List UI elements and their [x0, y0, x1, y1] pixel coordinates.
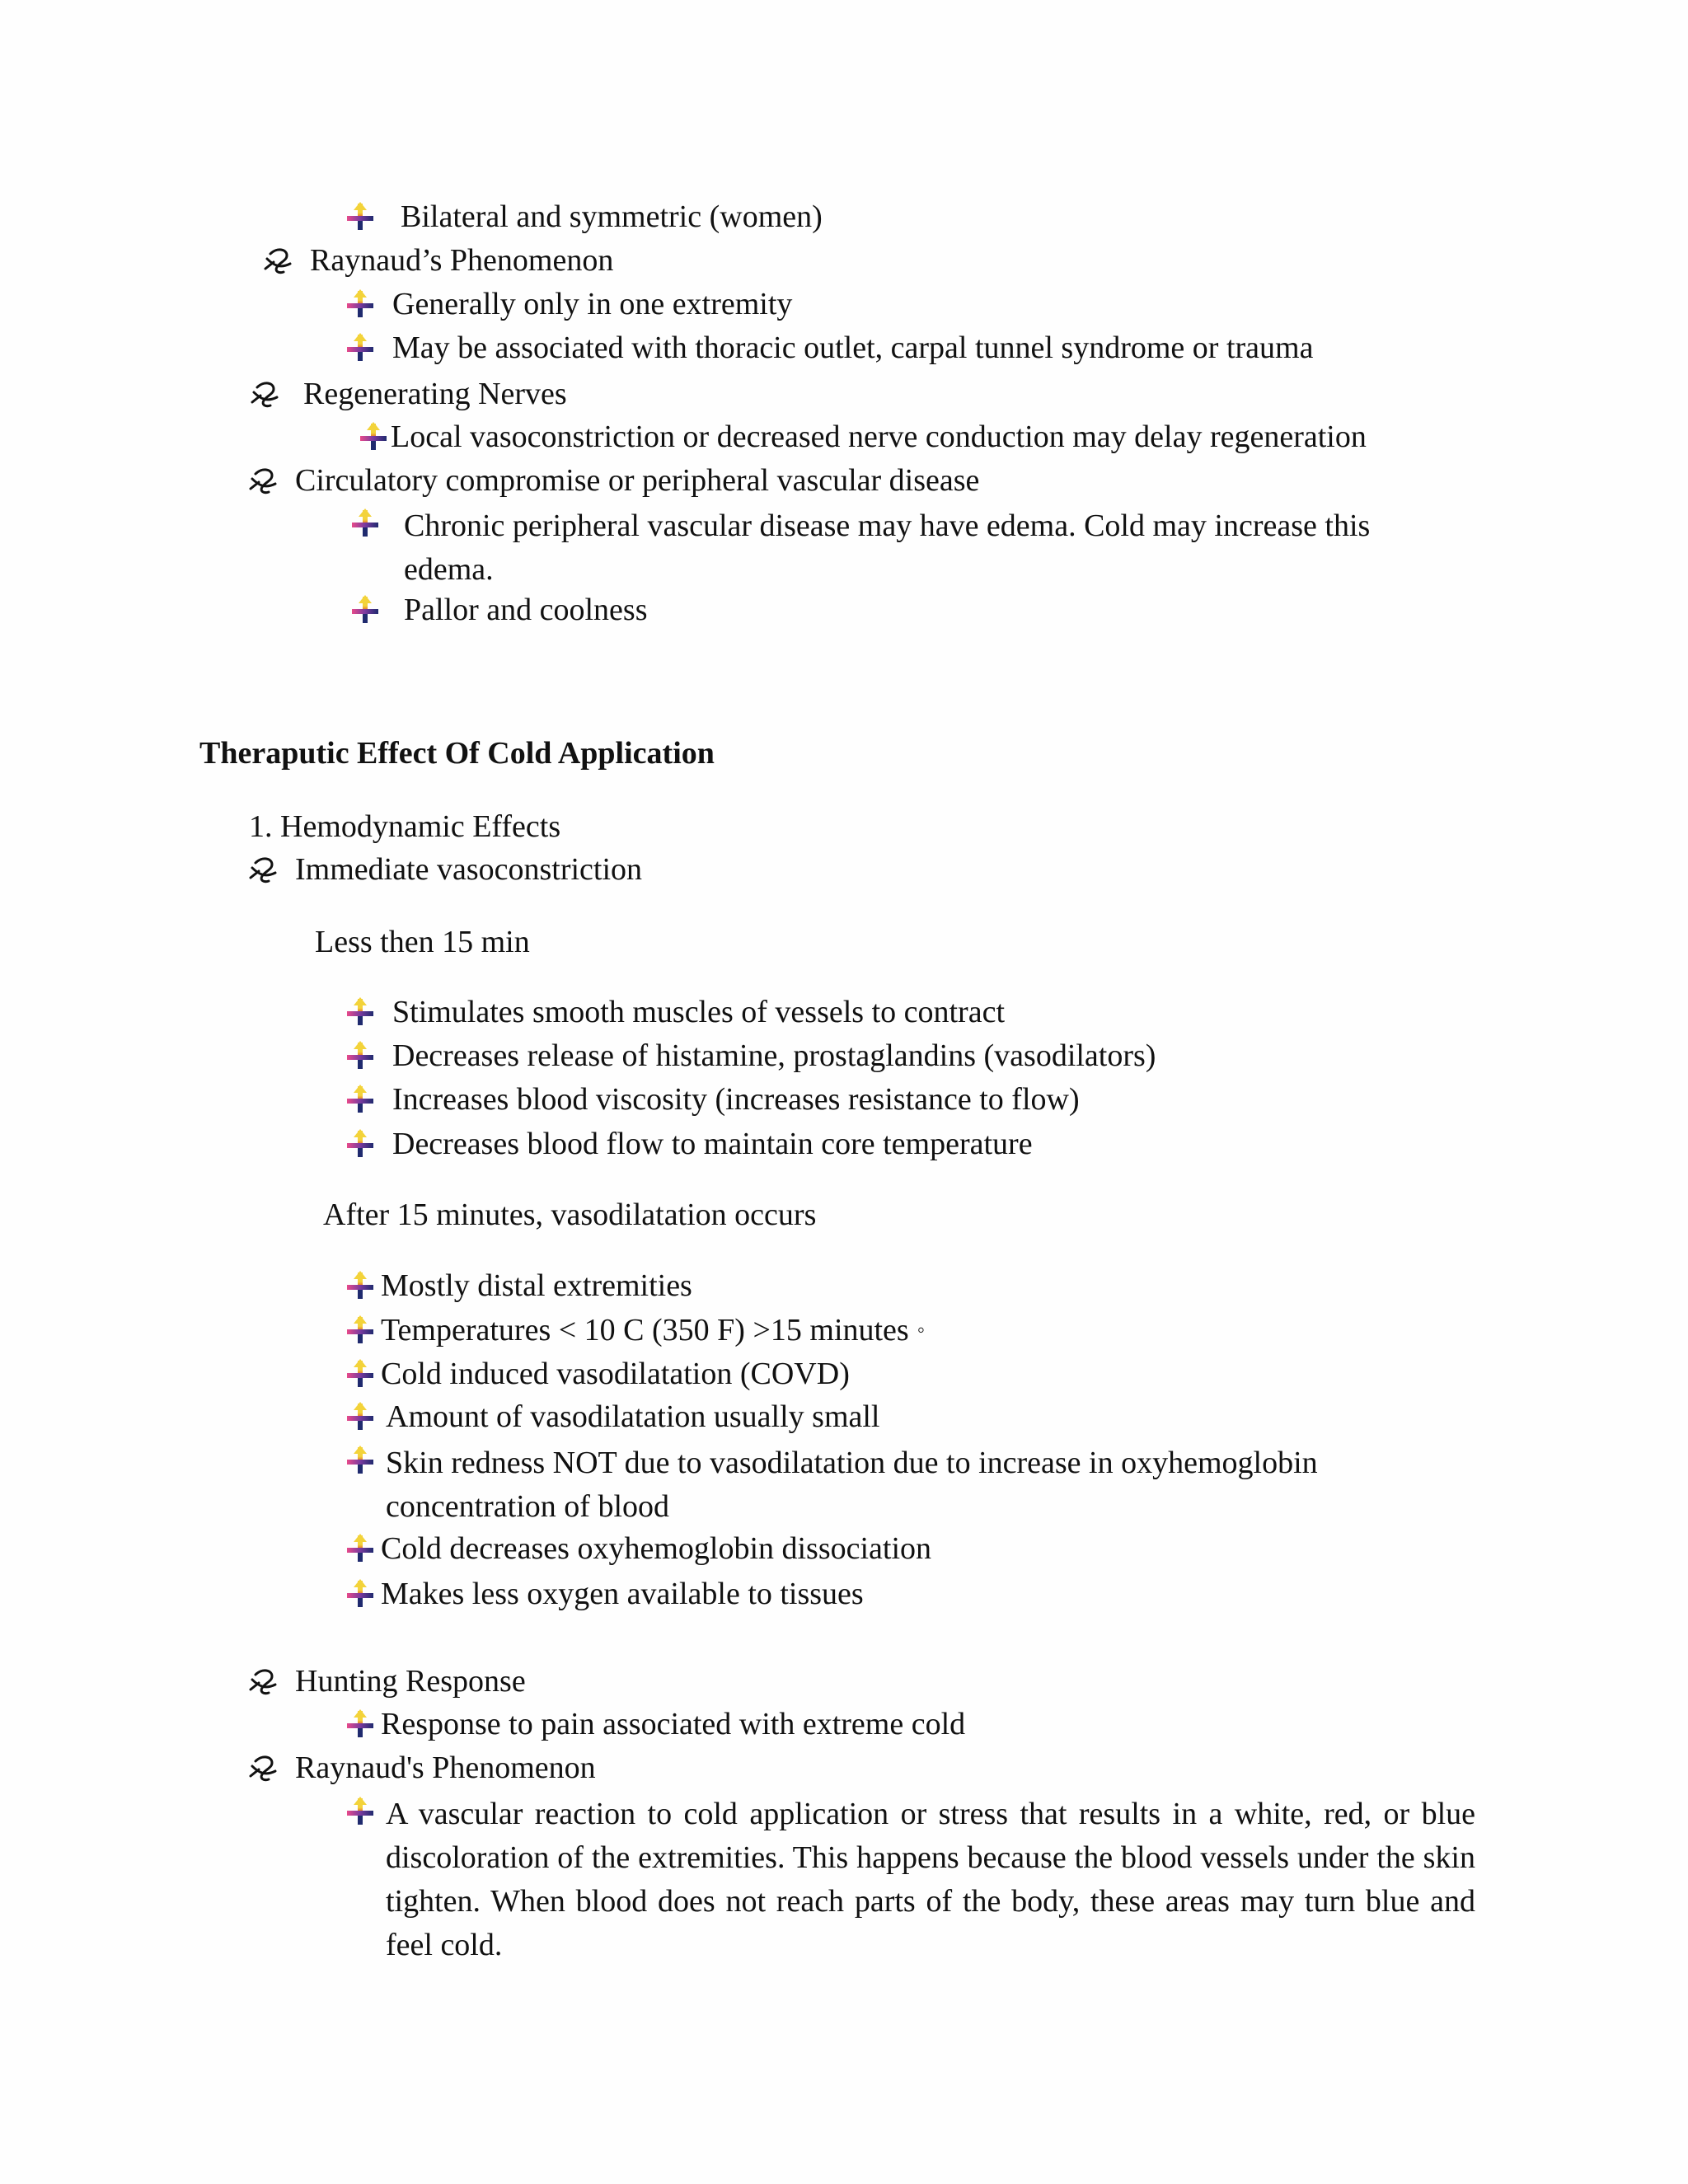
list-item-text: Increases blood viscosity (increases resistance to flow)	[392, 1082, 1080, 1117]
four-way-arrow-icon	[346, 289, 374, 319]
list-item	[247, 1749, 596, 1787]
checkmark-hook-icon	[247, 1751, 280, 1784]
four-way-arrow-icon	[346, 1359, 374, 1389]
list-item-text: Response to pain associated with extreme cold	[381, 1707, 966, 1741]
list-item-text: Regenerating Nerves	[303, 377, 567, 411]
list-item	[247, 851, 642, 888]
list-item-text: Stimulates smooth muscles of vessels to contract	[392, 995, 1006, 1029]
checkmark-hook-icon	[247, 464, 280, 497]
list-item	[346, 1530, 931, 1568]
list-item-text: Immediate vasoconstriction	[295, 852, 643, 887]
checkmark-hook-icon	[249, 377, 282, 410]
list-item	[346, 1355, 850, 1393]
checkmark-hook-icon	[247, 853, 280, 886]
list-item-text: Raynaud’s Phenomenon	[310, 243, 614, 278]
four-way-arrow-icon	[346, 1534, 374, 1563]
list-item-text: Decreases blood flow to maintain core temperature	[392, 1127, 1033, 1161]
list-item-text: Bilateral and symmetric (women)	[401, 199, 823, 234]
list-item-text: A vascular reaction to cold application or stress that results in a white, red, or blue discoloration of the extremities. This happens because the blood vessels under the skin tighten. When blood does not reach parts of the body, these areas may turn blue and feel cold.	[386, 1797, 1475, 1962]
four-way-arrow-icon	[346, 1797, 374, 1826]
list-item-text: Raynaud's Phenomenon	[295, 1750, 596, 1785]
four-way-arrow-icon	[346, 1446, 374, 1475]
list-item	[346, 1398, 879, 1436]
list-item	[247, 1662, 526, 1700]
list-item	[346, 1575, 864, 1613]
sub-heading: Less then 15 min	[315, 925, 530, 959]
list-item	[351, 591, 648, 629]
list-item-text: Circulatory compromise or peripheral vascular disease	[295, 463, 980, 498]
list-item-text: Makes less oxygen available to tissues	[381, 1577, 864, 1611]
four-way-arrow-icon	[346, 1129, 374, 1159]
four-way-arrow-icon	[346, 333, 374, 363]
list-item	[346, 1441, 1451, 1529]
four-way-arrow-icon	[351, 509, 379, 538]
list-item-text: Cold decreases oxyhemoglobin dissociation	[381, 1531, 932, 1566]
list-item	[262, 241, 613, 279]
degree-symbol: ◦	[917, 1318, 925, 1342]
four-way-arrow-icon	[351, 595, 379, 625]
list-item-text: Cold induced vasodilatation (COVD)	[381, 1357, 850, 1391]
checkmark-hook-icon	[262, 244, 295, 277]
list-item	[346, 993, 1005, 1031]
list-item-text: Generally only in one extremity	[392, 287, 793, 321]
list-item	[247, 462, 979, 499]
list-item-text: Mostly distal extremities	[381, 1268, 692, 1303]
list-item-text: Skin redness NOT due to vasodilatation due to increase in oxyhemoglobin concentration of blood	[386, 1446, 1318, 1524]
section-heading: Theraputic Effect Of Cold Application	[199, 736, 715, 771]
four-way-arrow-icon	[359, 422, 387, 452]
four-way-arrow-icon	[346, 1315, 374, 1345]
list-item	[346, 329, 1313, 367]
list-item	[359, 418, 1367, 456]
four-way-arrow-icon	[346, 202, 374, 232]
list-item-text: Amount of vasodilatation usually small	[386, 1399, 880, 1434]
four-way-arrow-icon	[346, 1579, 374, 1609]
four-way-arrow-icon	[346, 1709, 374, 1739]
list-item-text: Temperatures < 10 C (350 F) >15 minutes	[381, 1313, 909, 1347]
four-way-arrow-icon	[346, 1402, 374, 1432]
four-way-arrow-icon	[346, 997, 374, 1027]
list-item	[346, 1080, 1080, 1118]
numbered-item: 1. Hemodynamic Effects	[249, 809, 561, 844]
four-way-arrow-icon	[346, 1041, 374, 1071]
list-item	[346, 1705, 965, 1743]
list-item	[346, 1793, 1475, 1967]
four-way-arrow-icon	[346, 1271, 374, 1301]
sub-heading: After 15 minutes, vasodilatation occurs	[323, 1197, 817, 1232]
list-item-text: Decreases release of histamine, prostaglandins (vasodilators)	[392, 1038, 1156, 1073]
four-way-arrow-icon	[346, 1085, 374, 1114]
list-item-text: Pallor and coolness	[404, 593, 648, 627]
list-item	[346, 1311, 925, 1349]
list-item-text: Hunting Response	[295, 1664, 526, 1699]
list-item	[346, 1037, 1156, 1075]
list-item	[249, 375, 567, 413]
list-item-text: Chronic peripheral vascular disease may have edema. Cold may increase this edema.	[404, 509, 1371, 587]
list-item	[346, 285, 792, 323]
list-item-text: May be associated with thoracic outlet, carpal tunnel syndrome or trauma	[392, 330, 1314, 365]
list-item	[351, 504, 1423, 592]
list-item	[346, 198, 823, 236]
list-item	[346, 1267, 692, 1305]
list-item-text: Local vasoconstriction or decreased nerve conduction may delay regeneration	[391, 419, 1367, 454]
checkmark-hook-icon	[247, 1665, 280, 1698]
list-item	[346, 1125, 1033, 1163]
